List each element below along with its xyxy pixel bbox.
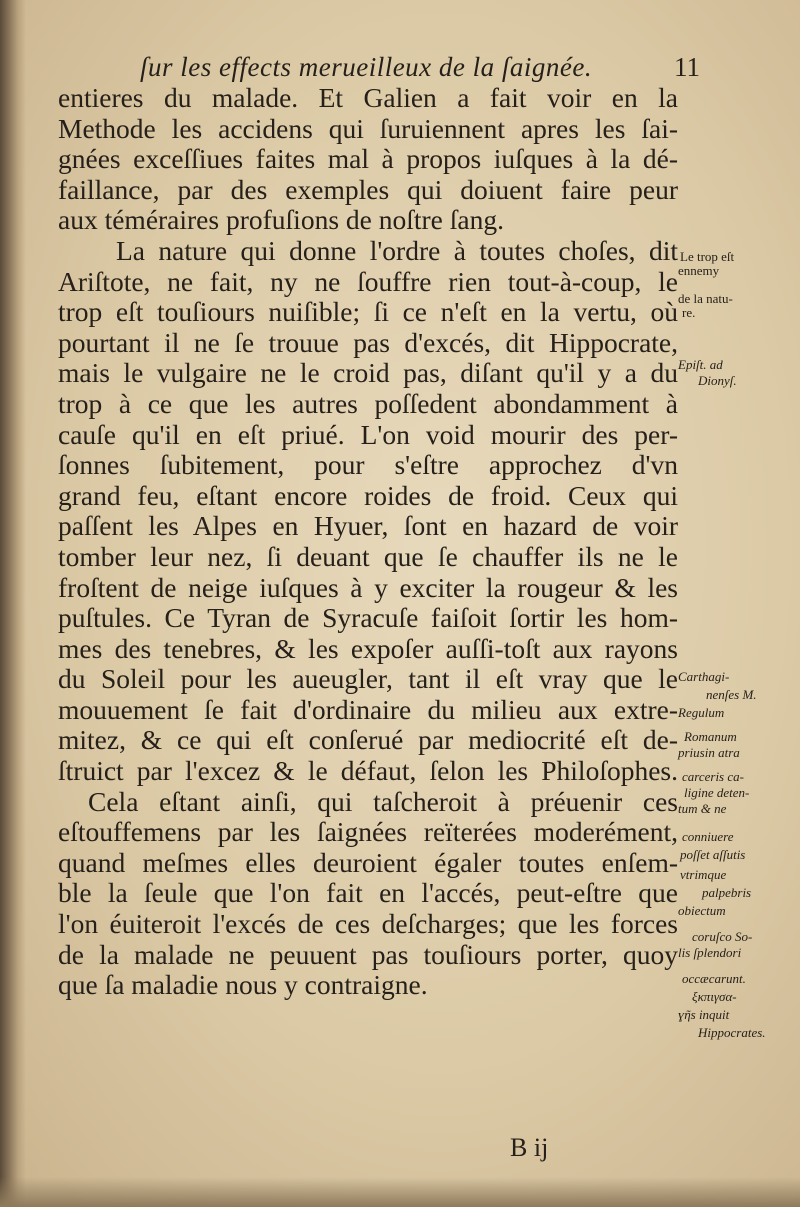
margin-note: lis ſplendori [678, 945, 742, 960]
page-bottom-shadow [0, 1177, 800, 1207]
text-line: entieres du malade. Et Galien a fait voir en la [58, 82, 678, 113]
page-binding-edge [0, 0, 26, 1207]
text-line: trop à ce que les autres poſſedent abondamment à [58, 387, 678, 419]
text-line: grand feu, eſtant encore roides de froid. Ceux qui [58, 479, 678, 511]
margin-note: Romanum [684, 729, 737, 744]
running-title: ſur les effects merueilleux de la ſaignée. [140, 52, 593, 82]
page-number: 11 [674, 52, 700, 82]
margin-note: coruſco So- [692, 929, 753, 944]
page-header [140, 52, 700, 86]
text-line: ſtruict par l'excez & le défaut, ſelon les Philoſophes. [58, 755, 678, 787]
margin-note: vtrimque [680, 867, 727, 882]
text-line: mouuement ſe fait d'ordinaire du milieu aux extre- [58, 693, 678, 725]
text-line: Ariſtote, ne fait, ny ne ſouffre rien tout-à-coup, le [58, 265, 678, 297]
text-line: du Soleil pour les aueugler, tant il eſt vray que le [58, 663, 678, 695]
text-line: mais le vulgaire ne le croid pas, diſant qu'il y a du [58, 357, 678, 389]
margin-note: carceris ca- [682, 769, 744, 784]
signature-mark: B ij [510, 1133, 549, 1162]
text-line: mitez, & ce qui eſt conſerué par mediocrité eſt de- [58, 724, 678, 756]
text-line: de la malade ne peuuent pas touſiours porter, quoy [58, 938, 678, 970]
margin-note: Le trop eſt [680, 249, 735, 264]
margin-note: ligine deten- [684, 785, 750, 800]
margin-note: palpebris [702, 885, 752, 900]
margin-note: poſſet aſſutis [680, 847, 746, 862]
margin-note: Dionyſ. [698, 373, 737, 388]
text-line: mes des tenebres, & les expoſer auſſi-toſt aux rayons [58, 632, 678, 664]
main-text-block [58, 83, 678, 1001]
text-line: gnées exceſſiues faites mal à propos iuſques à la dé- [58, 143, 678, 175]
margin-note: priusin atra [678, 745, 740, 760]
text-line: pourtant il ne ſe trouue pas d'excés, dit Hippocrate, [58, 326, 678, 358]
text-line: quand meſmes elles deuroient égaler toutes enſem- [58, 846, 678, 878]
text-line: La nature qui donne l'ordre à toutes choſes, dit [116, 234, 678, 266]
text-line: ſonnes ſubitement, pour s'eſtre approchez d'vn [58, 449, 678, 481]
text-line: froſtent de neige iuſques à y exciter la rougeur & les [58, 571, 678, 603]
text-line: ble la ſeule que l'on fait en l'accés, peut-eſtre que [58, 877, 678, 909]
text-line: faillance, par des exemples qui doiuent faire peur [58, 173, 678, 205]
margin-note: ξκπιγσα- [692, 989, 737, 1004]
text-line: cauſe qu'il en eſt priué. L'on void mourir des per- [58, 418, 678, 450]
margin-note: nenſes M. [706, 687, 757, 702]
text-line: Methode les accidens qui ſuruiennent apres les ſai- [58, 112, 678, 144]
margin-note: Epiſt. ad [678, 357, 723, 372]
margin-note: occæcarunt. [682, 971, 746, 986]
text-line: l'on éuiteroit l'excés de ces deſcharges; que les forces [58, 908, 678, 940]
text-line: aux téméraires profuſions de noſtre ſang. [58, 204, 504, 236]
text-line: puſtules. Ce Tyran de Syracuſe faiſoit ſortir les hom- [58, 602, 678, 634]
text-line: tomber leur nez, ſi deuant que ſe chauffer ils ne le [58, 540, 678, 572]
margin-note: tum & ne [678, 801, 727, 816]
text-line: paſſent les Alpes en Hyuer, ſont en hazard de voir [58, 510, 678, 542]
margin-notes [678, 0, 796, 1207]
text-line: que ſa maladie nous y contraigne. [58, 969, 428, 1001]
margin-note: ɣῆs inquit [678, 1007, 730, 1022]
margin-note: Regulum [678, 705, 725, 720]
margin-note: Hippocrates. [698, 1025, 766, 1040]
margin-note: conniuere [682, 829, 734, 844]
margin-note: ennemy [678, 263, 720, 278]
text-line: trop eſt touſiours nuiſible; ſi ce n'eſt en la vertu, où [58, 296, 678, 328]
margin-note: de la natu- [678, 291, 733, 306]
text-line: eſtouffemens par les ſaignées reïterées moderément, [58, 816, 678, 848]
text-line: Cela eſtant ainſi, qui taſcheroit à préuenir ces [88, 785, 678, 817]
margin-note: obiectum [678, 903, 726, 918]
margin-note: re. [682, 305, 696, 320]
margin-note: Carthagi- [678, 669, 730, 684]
